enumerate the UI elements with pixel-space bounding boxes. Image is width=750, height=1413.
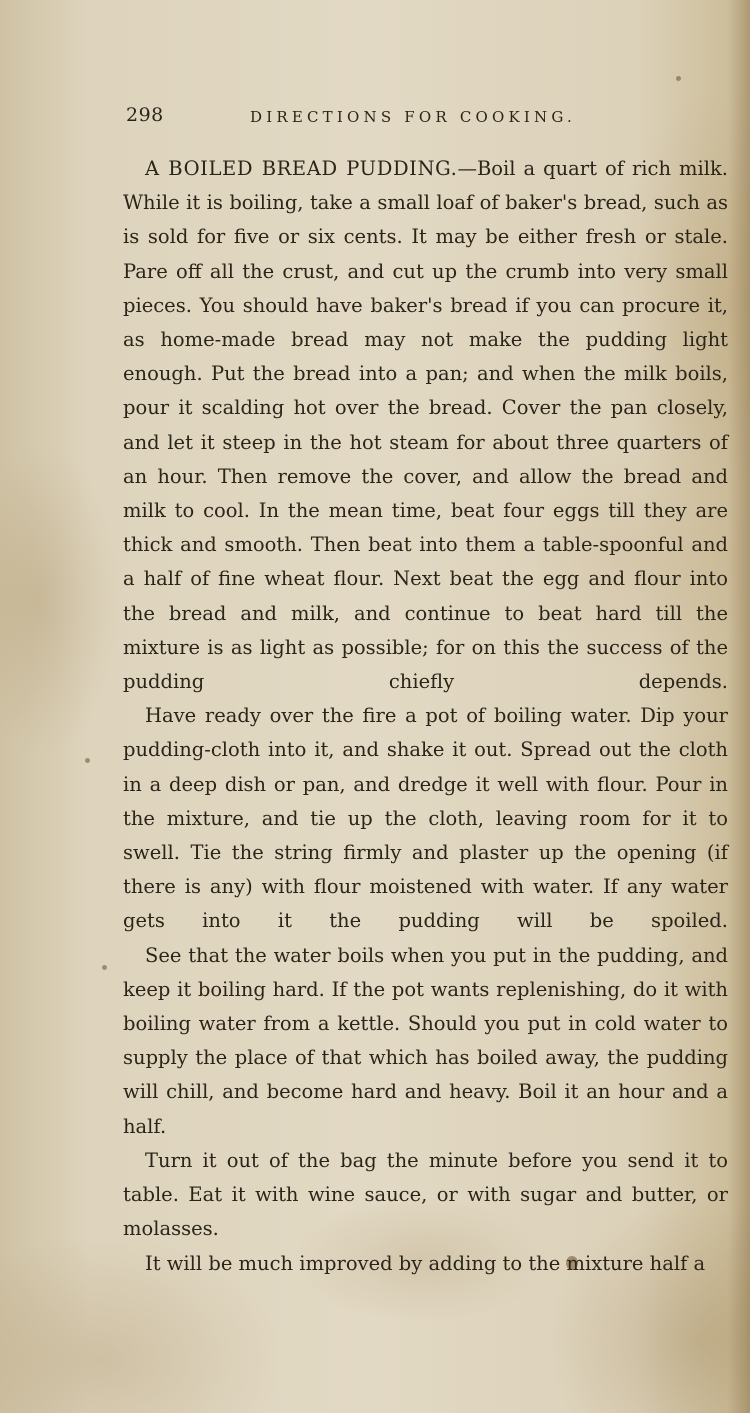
paragraph-text: It will be much improved by adding to the mixture half a xyxy=(145,1251,706,1275)
recipe-title: A BOILED BREAD PUDDING. xyxy=(145,157,458,180)
ink-spot xyxy=(102,965,107,970)
page-edge-shadow xyxy=(728,0,750,1413)
paragraph-4 xyxy=(123,1144,728,1247)
page-number: 298 xyxy=(126,104,164,126)
ink-spot xyxy=(85,758,90,763)
paragraph-text: See that the water boils when you put in the pudding, and keep it boiling hard. If the pot wants replenishing, do it with boiling water from a kettle. Should you put in cold water to supply the place of that which has boiled away, the pudding will chill, and become hard and heavy. Boil it an hour and a half. xyxy=(123,943,728,1138)
paragraph-text: Turn it out of the bag the minute before you send it to table. Eat it with wine sauce, or with sugar and butter, or molasses. xyxy=(123,1148,728,1241)
body-text xyxy=(123,152,728,1281)
paragraph-2 xyxy=(123,699,728,938)
paragraph-text: Have ready over the fire a pot of boiling water. Dip your pudding-cloth into it, and shake it out. Spread out the cloth in a deep dish or pan, and dredge it well with flour. Pour in the mixture, and tie up the cloth, leaving room for it to swell. Tie the string firmly and plaster up the opening (if there is any) with flour moistened with water. If any water gets into it the pudding will be spoiled. xyxy=(123,704,728,933)
paragraph-text: —Boil a quart of rich milk. While it is boiling, take a small loaf of baker's bread, such as is sold for five or six cents. It may be either fresh or stale. Pare off all the crust, and cut up the crumb into very small pieces. You should have baker's bread if you can procure it, as home-made bread may not make the pudding light enough. Put the bread into a pan; and when the milk boils, pour it scalding hot over the bread. Cover the pan closely, and let it steep in the hot steam for about three quarters of an hour. Then remove the cover, and allow the bread and milk to cool. In the mean time, beat four eggs till they are thick and smooth. Then beat into them a table-spoonful and a half of fine wheat flour. Next beat the egg and flour into the bread and milk, and continue to beat hard till the mixture is as light as possible; for on this the success of the pudding chiefly depends. xyxy=(123,157,728,694)
ink-spot xyxy=(676,76,681,81)
page-header xyxy=(126,104,726,130)
paragraph-1 xyxy=(123,152,728,699)
paragraph-5 xyxy=(123,1247,728,1281)
running-head: DIRECTIONS FOR COOKING. xyxy=(250,108,576,126)
paragraph-3 xyxy=(123,939,728,1144)
